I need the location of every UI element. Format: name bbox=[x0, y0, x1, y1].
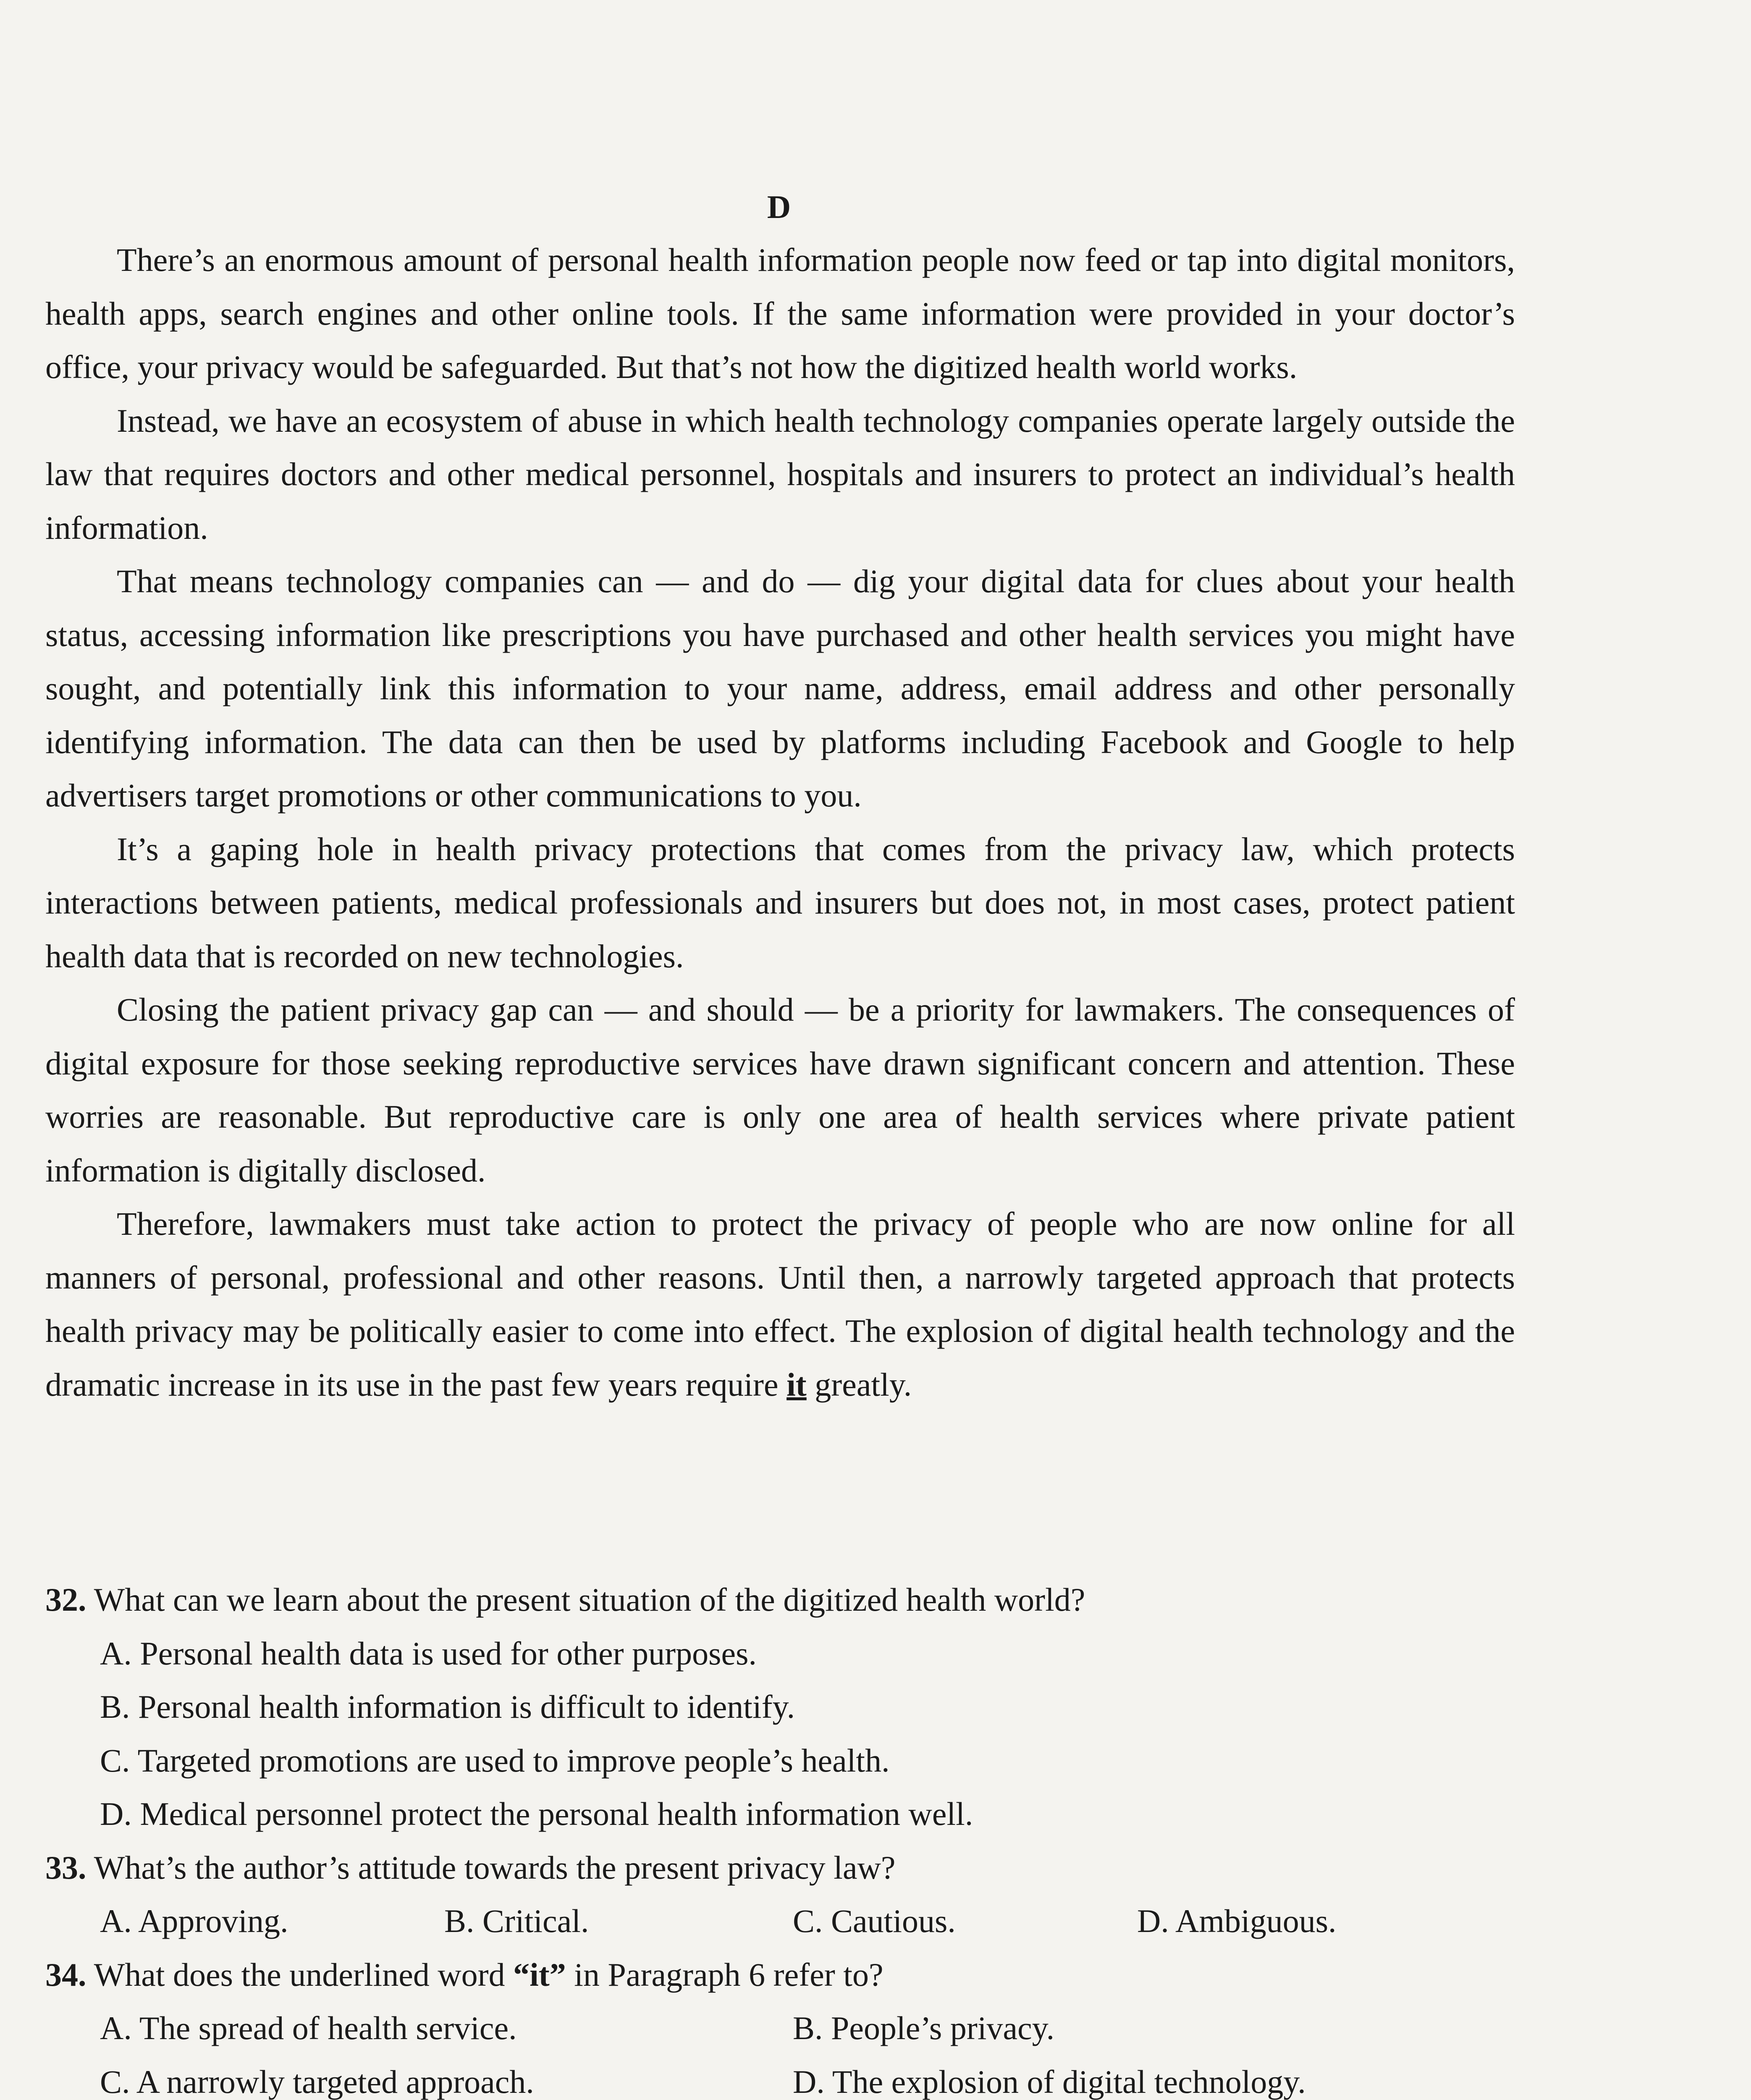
paragraph-5: Closing the patient privacy gap can — and should — be a priority for lawmakers. The consequences of digital exposure for those seeking reproductive services have drawn significant concern and attention. These worries are reasonable. But reproductive care is only one area of health services where private patient information is digitally disclosed. bbox=[45, 991, 1515, 1189]
section-letter: D bbox=[767, 189, 791, 225]
options-row bbox=[100, 1894, 1515, 1948]
paragraph-4: It’s a gaping hole in health privacy protections that comes from the privacy law, which protects interactions between patients, medical professionals and insurers but does not, in most cases, protect patient health data that is recorded on new technologies. bbox=[45, 830, 1515, 974]
option-b[interactable]: B. People’s privacy. bbox=[793, 2010, 1055, 2046]
question-number: 32. bbox=[45, 1581, 87, 1618]
question-number: 34. bbox=[45, 1956, 87, 1993]
paragraph-3: That means technology companies can — and do — dig your digital data for clues about your health status, accessing information like prescriptions you have purchased and other health services you might have sought, and potentially link this information to your name, address, email address and other personally identifying information. The data can then be used by platforms including Facebook and Google to help advertisers target promotions or other communications to you. bbox=[45, 563, 1515, 814]
question-34 bbox=[45, 1948, 1515, 2100]
paragraph-2: Instead, we have an ecosystem of abuse in which health technology companies operate largely outside the law that requires doctors and other medical personnel, hospitals and insurers to protect an individual’s health information. bbox=[45, 402, 1515, 546]
question-stem: What can we learn about the present situation of the digitized health world? bbox=[94, 1581, 1085, 1618]
question-list bbox=[45, 1573, 1515, 2100]
underlined-word: it bbox=[786, 1366, 807, 1403]
option-d[interactable]: D. The explosion of digital technology. bbox=[793, 2063, 1306, 2100]
option-d[interactable]: D. Ambiguous. bbox=[1137, 1903, 1337, 1939]
option-d[interactable]: D. Medical personnel protect the personal health information well. bbox=[100, 1796, 973, 1832]
option-b[interactable]: B. Personal health information is difficult to identify. bbox=[100, 1688, 795, 1725]
paragraph-6-end: greatly. bbox=[806, 1366, 912, 1403]
option-c[interactable]: C. Targeted promotions are used to improve people’s health. bbox=[100, 1742, 890, 1779]
question-33 bbox=[45, 1841, 1515, 1948]
question-stem: What does the underlined word bbox=[94, 1956, 514, 1993]
paragraph-6-text: Therefore, lawmakers must take action to protect the privacy of people who are now online for all manners of personal, professional and other reasons. Until then, a narrowly targeted approach that protects health privacy may be politically easier to come into effect. The explosion of digital health technology and the dramatic increase in its use in the past few years require bbox=[45, 1205, 1515, 1403]
options-grid bbox=[100, 2001, 1515, 2100]
option-c[interactable]: C. A narrowly targeted approach. bbox=[100, 2063, 534, 2100]
question-32 bbox=[45, 1573, 1515, 1841]
paragraph-6 bbox=[45, 1197, 1515, 1411]
paragraph-1: There’s an enormous amount of personal health information people now feed or tap into digital monitors, health apps, search engines and other online tools. If the same information were provided in your doctor’s office, your privacy would be safeguarded. But that’s not how the digitized health world works. bbox=[45, 242, 1515, 385]
option-a[interactable]: A. Personal health data is used for other purposes. bbox=[100, 1635, 757, 1672]
reading-passage bbox=[45, 233, 1515, 1411]
option-b[interactable]: B. Critical. bbox=[444, 1903, 589, 1939]
option-a[interactable]: A. Approving. bbox=[100, 1903, 288, 1939]
option-c[interactable]: C. Cautious. bbox=[793, 1903, 956, 1939]
option-a[interactable]: A. The spread of health service. bbox=[100, 2010, 517, 2046]
question-number: 33. bbox=[45, 1849, 87, 1886]
quoted-word: “it” bbox=[513, 1956, 566, 1993]
question-stem: What’s the author’s attitude towards the present privacy law? bbox=[94, 1849, 896, 1886]
question-stem-end: in Paragraph 6 refer to? bbox=[566, 1956, 883, 1993]
